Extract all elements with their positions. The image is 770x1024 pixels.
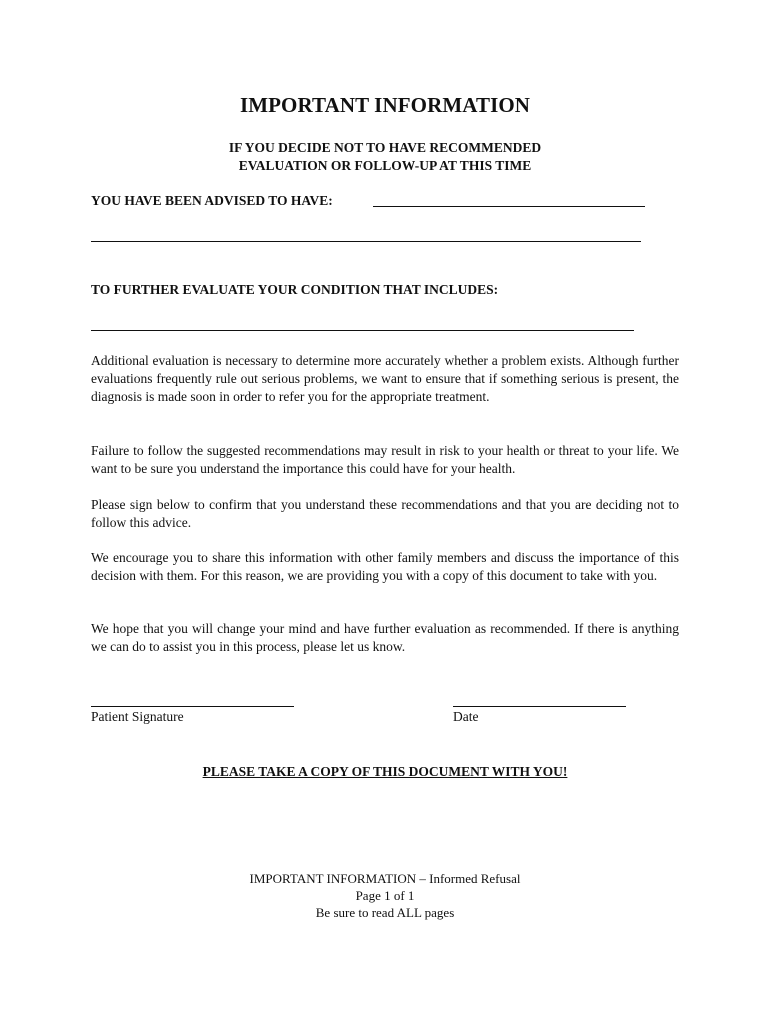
footer-title: IMPORTANT INFORMATION – Informed Refusal	[249, 871, 521, 886]
condition-blank-line[interactable]	[91, 330, 634, 331]
advised-blank-line[interactable]	[373, 206, 645, 207]
page-title: IMPORTANT INFORMATION	[239, 93, 531, 117]
advised-label: YOU HAVE BEEN ADVISED TO HAVE:	[91, 193, 333, 208]
footer-note: Be sure to read ALL pages	[315, 905, 455, 920]
condition-label: TO FURTHER EVALUATE YOUR CONDITION THAT INCLUDES:	[91, 282, 499, 297]
subtitle-line-2: EVALUATION OR FOLLOW-UP AT THIS TIME	[238, 158, 532, 173]
signature-line[interactable]	[91, 706, 294, 707]
paragraph-encourage-share: We encourage you to share this information with other family members and discuss the importance of this decision with them. For this reason, we are providing you with a copy of this document to take with you.	[91, 550, 679, 583]
subtitle-line-1: IF YOU DECIDE NOT TO HAVE RECOMMENDED	[228, 140, 542, 155]
date-line[interactable]	[453, 706, 626, 707]
page-subtitle	[0, 139, 770, 175]
date-label: Date	[453, 709, 479, 724]
signature-label: Patient Signature	[91, 709, 184, 724]
footer-page-number: Page 1 of 1	[355, 888, 415, 903]
paragraph-failure-to-follow: Failure to follow the suggested recommendations may result in risk to your health or threat to your life. We want to be sure you understand the importance this could have for your health.	[91, 443, 679, 476]
paragraph-please-sign: Please sign below to confirm that you understand these recommendations and that you are deciding not to follow this advice.	[91, 497, 679, 530]
paragraph-hope-change: We hope that you will change your mind and have further evaluation as recommended. If there is anything we can do to assist you in this process, please let us know.	[91, 621, 679, 654]
page-footer	[0, 870, 770, 921]
copy-reminder: PLEASE TAKE A COPY OF THIS DOCUMENT WITH YOU!	[202, 764, 568, 779]
advised-blank-line-2[interactable]	[91, 241, 641, 242]
paragraph-additional-evaluation: Additional evaluation is necessary to determine more accurately whether a problem exists. Although further evaluations frequently rule out serious problems, we want to ensure that if something serious is present, the diagnosis is made soon in order to refer you for the appropriate treatment.	[91, 353, 679, 404]
